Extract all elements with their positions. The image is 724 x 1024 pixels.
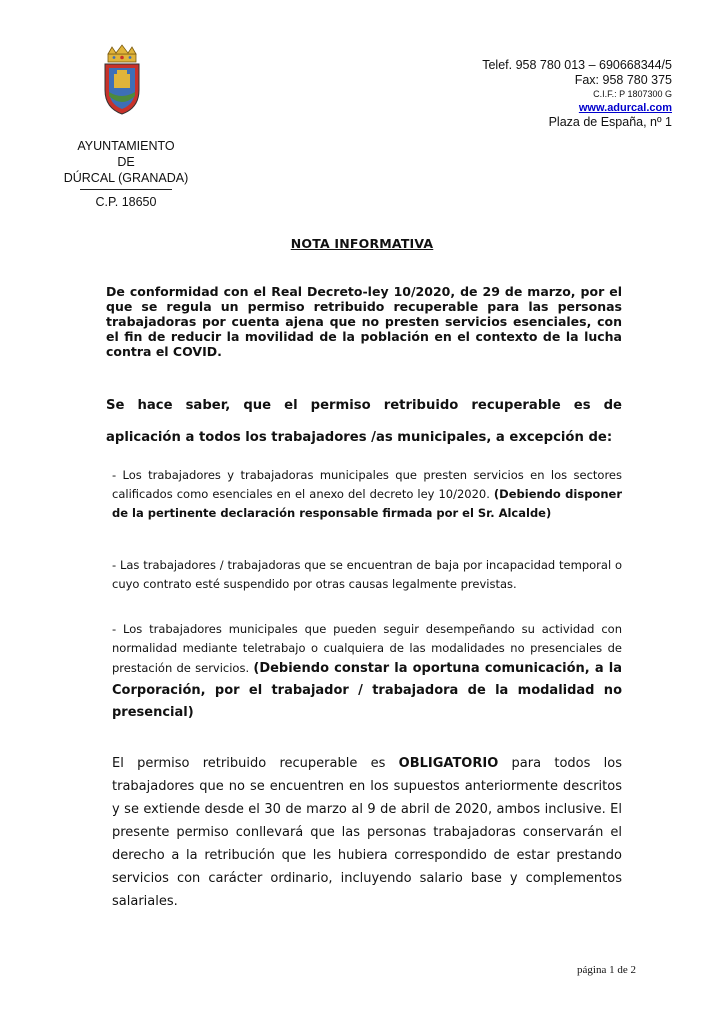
- list-item-text: - Las trabajadores / trabajadoras que se encuentran de baja por incapacidad temporal o cuyo contrato esté suspendido por otras causas legalmente previstas.: [112, 558, 622, 591]
- list-item-text: - Los trabajadores y trabajadoras municipales que presten servicios en los sectores calificados como esenciales en el anexo del decreto ley 10/2020.: [112, 468, 622, 501]
- lead-line-1: Se hace saber, que el permiso retribuido recuperable es de: [106, 398, 622, 413]
- final-text-2: para todos los trabajadores que no se encuentren en los supuestos anteriormente descritos y se extiende desde el 30 de marzo al 9 de abril de 2020, ambos inclusive. El presente permiso conllevará que las personas trabajadoras conservarán el derecho a la retribución que les hubiera correspondido de estar prestando servicios con carácter ordinario, incluyendo salario base y complementos salariales.: [112, 756, 622, 909]
- final-paragraph: [112, 752, 622, 913]
- page-title: NOTA INFORMATIVA: [290, 236, 434, 251]
- telefono: Telef. 958 780 013 – 690668344/5: [482, 58, 672, 72]
- list-item: [112, 556, 622, 594]
- list-item: [112, 466, 622, 523]
- cif: C.I.F.: P 1807300 G: [593, 89, 672, 99]
- divider: [80, 189, 172, 190]
- page-number: página 1 de 2: [577, 964, 636, 976]
- ayuntamiento-line2: DE: [117, 155, 135, 169]
- final-bold: OBLIGATORIO: [398, 756, 499, 771]
- address: Plaza de España, nº 1: [548, 115, 672, 129]
- lead-line-2: aplicación a todos los trabajadores /as municipales, a excepción de:: [106, 430, 613, 445]
- municipal-crest-icon: [100, 44, 144, 116]
- ayuntamiento-line1: AYUNTAMIENTO: [77, 139, 175, 153]
- website-link[interactable]: www.adurcal.com: [578, 102, 672, 114]
- postal-code: C.P. 18650: [95, 195, 157, 209]
- list-item-text: - Los trabajadores municipales que pueden seguir desempeñando su actividad con normalidad mediante teletrabajo o cualquiera de las modalidades no presenciales de prestación de servicios.: [112, 622, 622, 675]
- contact-block: [372, 58, 672, 130]
- final-text-1: El permiso retribuido recuperable es: [112, 756, 399, 771]
- intro-paragraph: De conformidad con el Real Decreto-ley 10/2020, de 29 de marzo, por el que se regula un permiso retribuido recuperable para las personas trabajadoras por cuenta ajena que no presten servicios esenciales, con el fin de reducir la movilidad de la población en el contexto de la lucha contra el COVID.: [106, 284, 622, 359]
- list-item-bold: (Debiendo disponer de la pertinente declaración responsable firmada por el Sr. Alcalde): [112, 487, 622, 520]
- ayuntamiento-block: [48, 138, 204, 210]
- list-item-bold: (Debiendo constar la oportuna comunicación, a la Corporación, por el trabajador / trabajadora de la modalidad no presencial): [112, 661, 622, 720]
- list-item: [112, 620, 622, 724]
- fax: Fax: 958 780 375: [574, 73, 672, 87]
- ayuntamiento-line3: DÚRCAL (GRANADA): [63, 171, 189, 185]
